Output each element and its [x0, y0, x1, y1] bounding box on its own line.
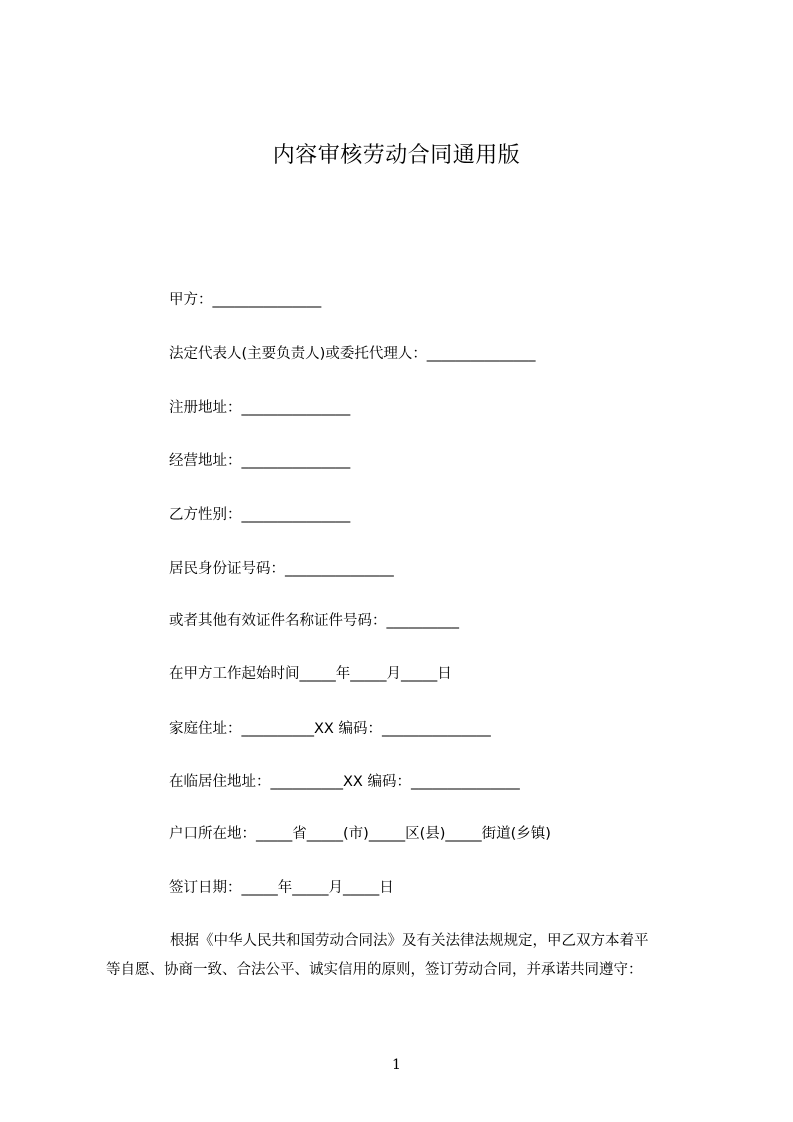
field-registered-address: 注册地址：_______________ — [169, 400, 351, 416]
document-title: 内容审核劳动合同通用版 — [272, 143, 521, 168]
field-home-address: 家庭住址：__________XX 编码：_______________ — [169, 721, 491, 737]
field-signing-date: 签订日期：_____年_____月_____日 — [169, 880, 394, 896]
field-household-registration: 户口所在地：_____省_____(市)_____区(县)_____街道(乡镇) — [169, 826, 551, 842]
field-temporary-address: 在临居住地址：__________XX 编码：_______________ — [169, 774, 520, 790]
field-party-b-gender: 乙方性别：_______________ — [169, 507, 351, 523]
intro-paragraph-line-2: 等自愿、协商一致、合法公平、诚实信用的原则，签订劳动合同，并承诺共同遵守： — [106, 962, 643, 978]
field-other-certificate: 或者其他有效证件名称证件号码：__________ — [169, 613, 459, 629]
intro-paragraph-line-1: 根据《中华人民共和国劳动合同法》及有关法律法规规定，甲乙双方本着平 — [170, 933, 649, 949]
field-legal-representative: 法定代表人(主要负责人)或委托代理人：_______________ — [169, 346, 536, 362]
field-start-date: 在甲方工作起始时间_____年_____月_____日 — [169, 666, 452, 682]
field-party-a: 甲方：_______________ — [169, 292, 322, 308]
page-number: 1 — [392, 1057, 401, 1073]
field-business-address: 经营地址：_______________ — [169, 453, 351, 469]
field-id-number: 居民身份证号码：_______________ — [169, 561, 394, 577]
